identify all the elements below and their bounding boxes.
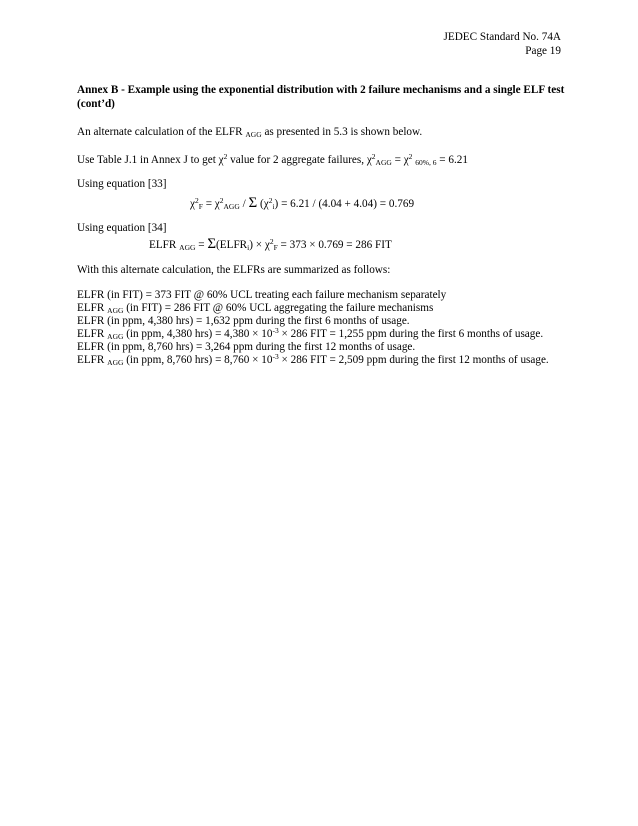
table-reference-paragraph: Use Table J.1 in Annex J to get $\chi^2$ value for 2 aggregate failures, $\chi^2_{AGG} = \chi^2$ $_{60\%, 6}$ = 6.21 xyxy=(77,152,468,167)
summary-intro: With this alternate calculation, the ELFRs are summarized as follows: xyxy=(77,264,391,276)
result-elfr-agg-ppm-8760: ELFR $_{AGG}$ (in ppm, 8,760 $hrs) = 8,760 \times 10^{-3} \times 286$ FIT = 2,509 ppm during the first 12 months of usage. xyxy=(77,352,549,367)
equation-34-label: Using equation [34] xyxy=(77,222,167,234)
result-elfr-agg-ppm-4380: ELFR $_{AGG}$ (in ppm, 4,380 $hrs) = 4,380 \times 10^{-3} \times 286$ FIT = 1,255 ppm during the first 6 months of usage. xyxy=(77,326,544,341)
section-title-line1: Annex B - Example using the exponential distribution with 2 failure mechanisms and a single ELF test xyxy=(77,84,565,96)
equation-33: $\chi^2_F = \chi^2_{AGG} / \Sigma$ $(\chi^2_i) = 6.21 / (4.04 + 4.04) = 0.769$ xyxy=(190,195,415,211)
equation-34: ELFR $_{AGG} = \Sigma(ELFR_i) \times \chi^2_F = 373 \times 0.769 = 286$ FIT xyxy=(149,236,392,252)
result-elfr-ppm-4380: ELFR (in ppm, 4,380 hrs) = 1,632 ppm during the first 6 months of usage. xyxy=(77,315,410,327)
equation-33-label: Using equation [33] xyxy=(77,178,167,190)
section-title-line2: (cont’d) xyxy=(77,98,115,110)
result-elfr-fit: ELFR (in FIT) = 373 FIT @ 60% UCL treating each failure mechanism separately xyxy=(77,289,447,301)
result-elfr-agg-fit: ELFR $_{AGG}$ (in FIT) = 286 FIT @ 60% UCL aggregating the failure mechanisms xyxy=(77,302,434,315)
header-standard: JEDEC Standard No. 74A xyxy=(443,31,561,43)
result-elfr-ppm-8760: ELFR (in ppm, 8,760 hrs) = 3,264 ppm during the first 12 months of usage. xyxy=(77,341,416,353)
intro-paragraph: An alternate calculation of the ELFR $_{AGG}$ as presented in 5.3 is shown below. xyxy=(77,126,423,139)
header-page: Page 19 xyxy=(525,45,561,57)
